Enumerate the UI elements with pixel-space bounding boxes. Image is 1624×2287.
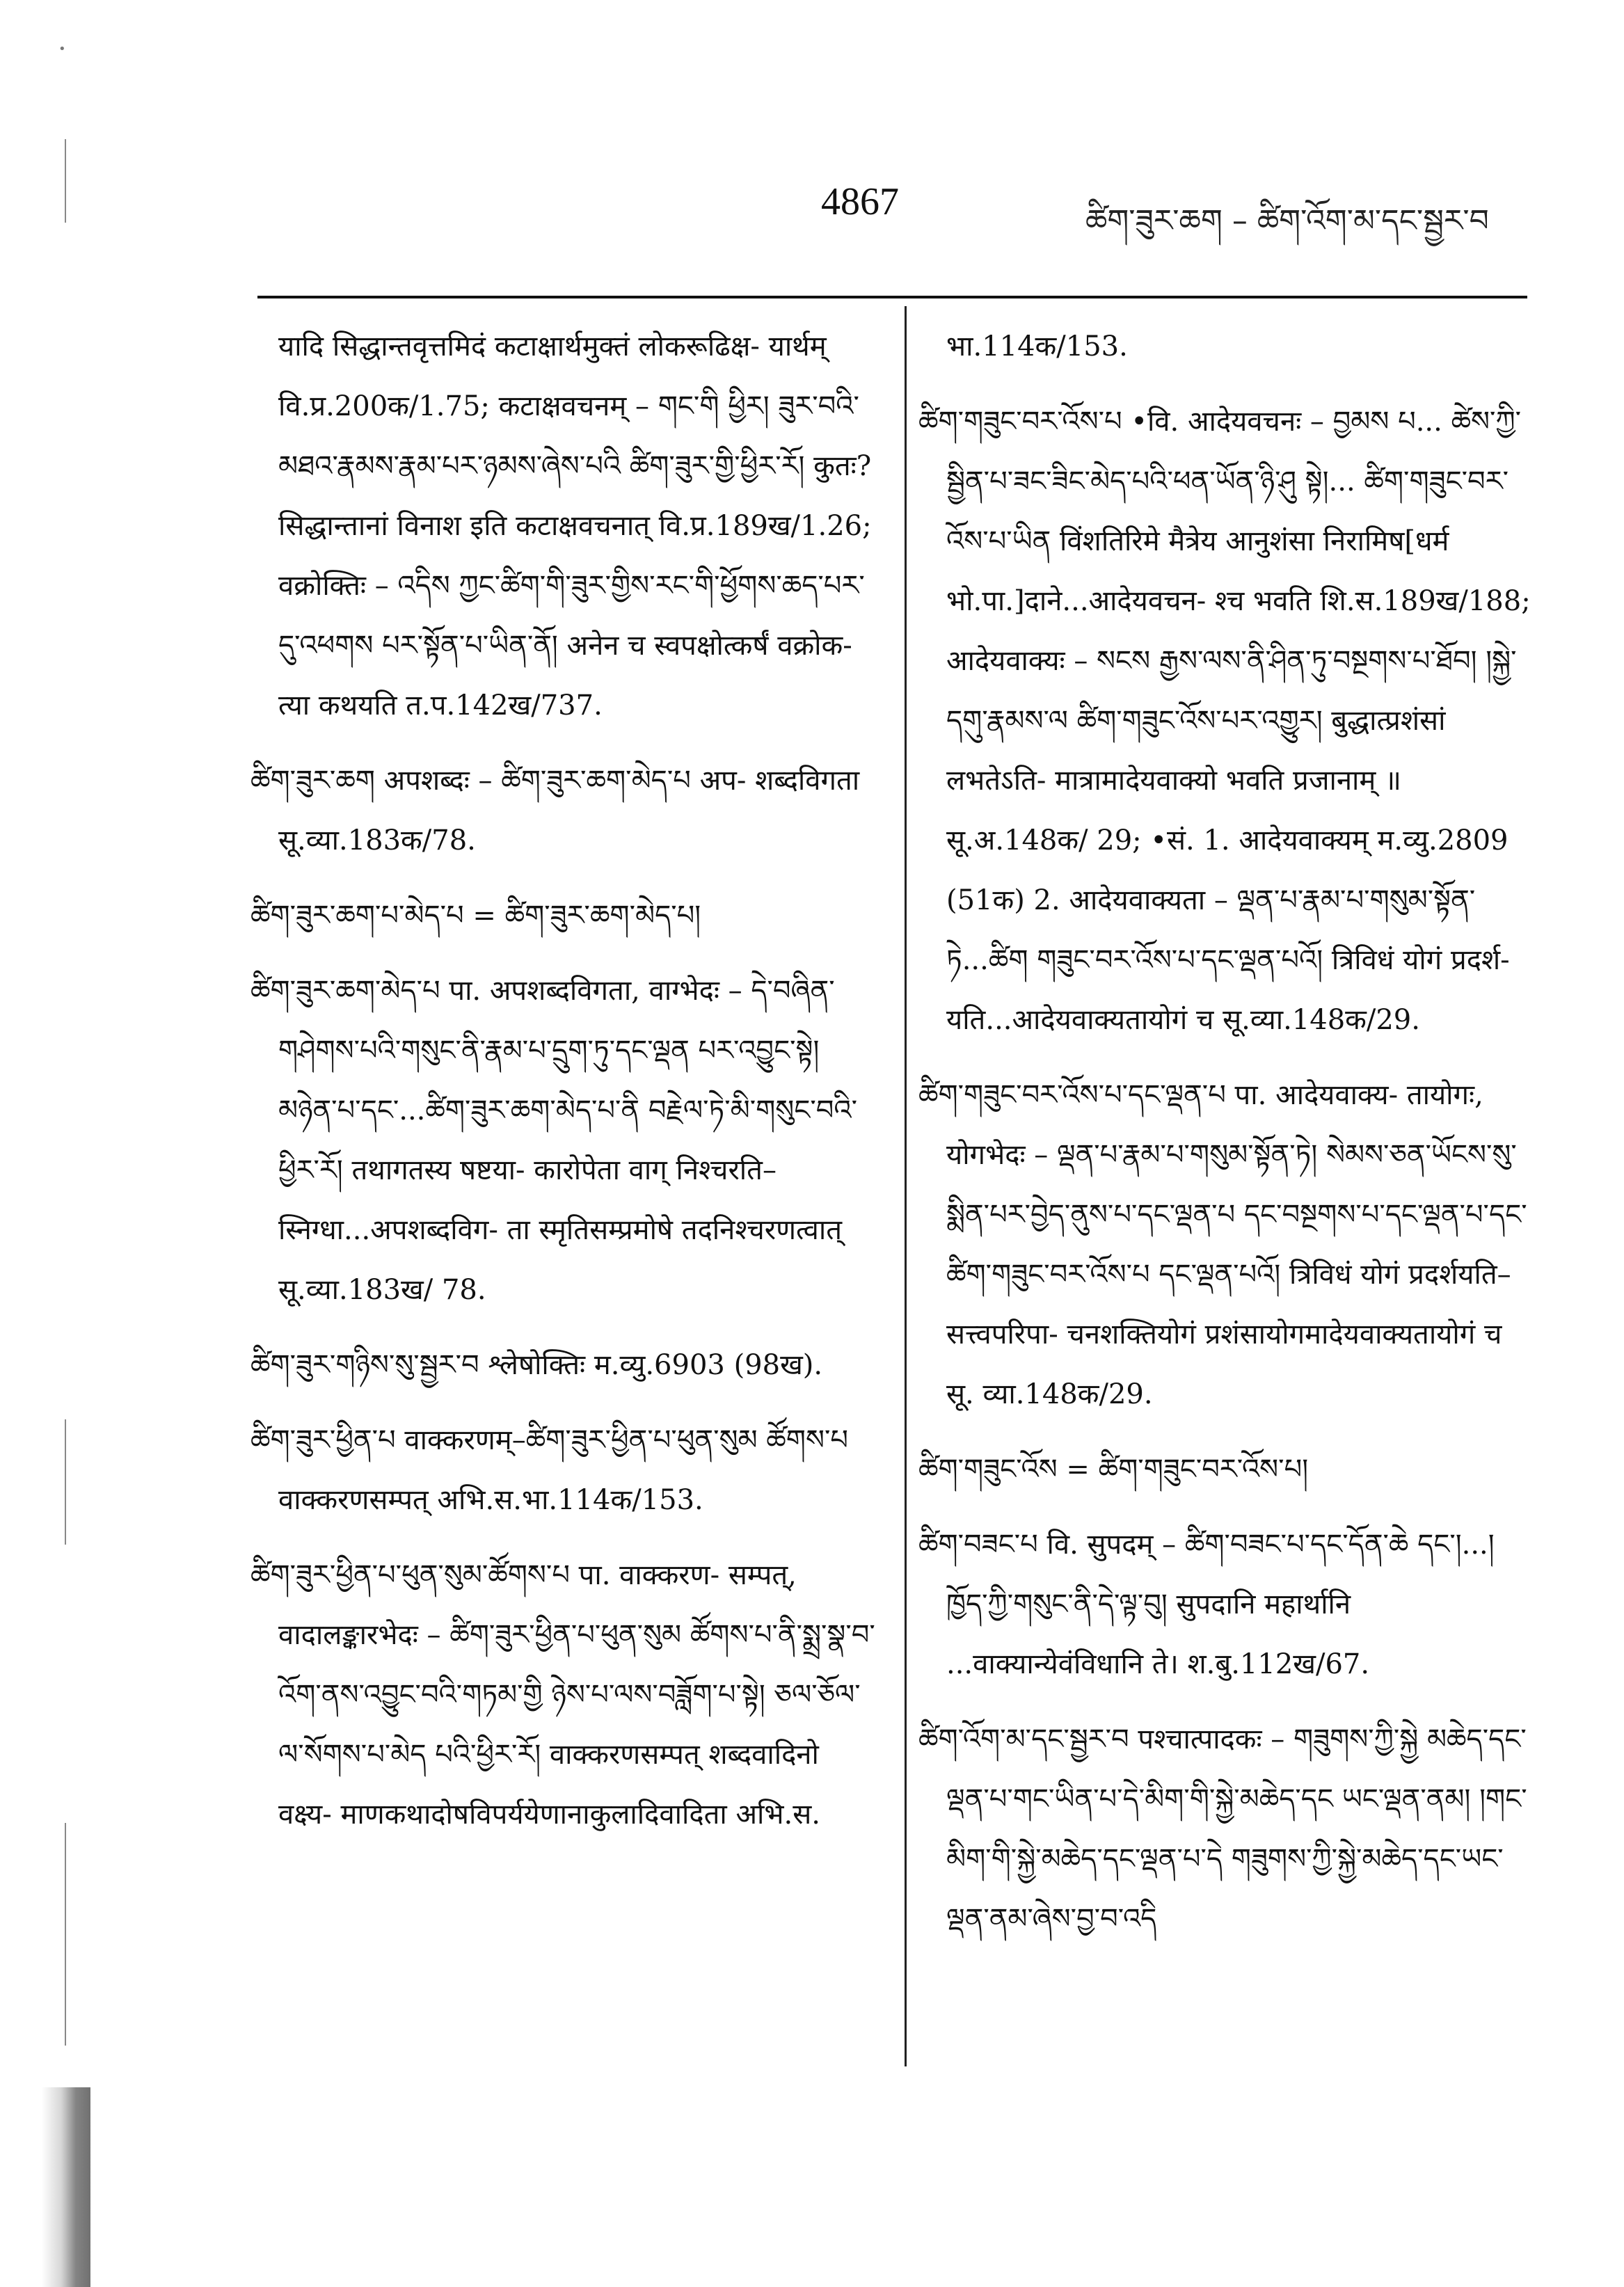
left-column [250, 317, 877, 1860]
dictionary-entry: ཚིག་བཟང་པ वि. सुपदम् – ཚིག་བཟང་པ་དང་དོན་ཆེ དང་།...།ཁྱོད་ཀྱི་གསུང་ནི་དེ་ལྟ་བུ། सुपदानि महार्थानि ...वाक्यान्येवंविधानि ते। श.बु.112ख/67. [918, 1529, 1495, 1680]
page-number: 4867 [821, 180, 899, 223]
dictionary-entry: भा.114क/153. [946, 330, 1128, 362]
dictionary-entry: ཚིག་གཟུང་འོས = ཚིག་གཟུང་བར་འོས་པ། [918, 1453, 1309, 1485]
dictionary-entry: ཚིག་ཟུར་ཕྱིན་པ वाक्करणम्–ཚིག་ཟུར་ཕྱིན་པ་ཕུན་སུམ ཚོགས་པ वाक्करणसम्पत् अभि.स.भा.114क/153. [250, 1424, 848, 1516]
scan-edge-shadow [42, 2087, 90, 2287]
dictionary-entry: ཚིག་གཟུང་བར་འོས་པ་དང་ལྡན་པ पा. आदेयवाक्य- तायोगः, योगभेदः – ལྡན་པ་རྣམ་པ་གསུམ་སྟོན་ཏེ། སེམས་ཅན་ཡོངས་སུ་སྨིན་པར་བྱེད་ནུས་པ་དང་ལྡན་པ དང་བསྔགས་པ་དང་ལྡན་པ་དང་ཚིག་གཟུང་བར་འོས་པ དང་ལྡན་པའོ། त्रिविधं योगं प्रदर्शयति–सत्त्वपरिपा- चनशक्तियोगं प्रशंसायोगमादेयवाक्यतायोगं च सू. व्या.148क/29. [918, 1079, 1527, 1410]
dictionary-entry: ཚིག་ཟུར་ཆག་པ་མེད་པ = ཚིག་ཟུར་ཆག་མེད་པ། [250, 900, 701, 932]
dictionary-entry: ཚིག་ཟུར་ཆག अपशब्दः – ཚིག་ཟུར་ཆག་མེད་པ अप- शब्दविगता सू.व्या.183क/78. [250, 765, 860, 856]
column-divider [905, 306, 907, 2066]
scan-dot: • [58, 42, 66, 56]
dictionary-entry: ཚིག་ཟུར་ཆག་མེད་པ पा. अपशब्दविगता, वाग्भेदः – དེ་བཞིན་གཤེགས་པའི་གསུང་ནི་རྣམ་པ་དྲུག་ཏུ་དང་ལྡན པར་འབྱུང་སྟེ། མཉེན་པ་དང་...ཚིག་ཟུར་ཆག་མེད་པ་ནི བརྗེལ་ཏེ་མི་གསུང་བའི་ཕྱིར་རོ། तथागतस्य षष्टया- कारोपेता वाग् निश्चरति–स्निग्धा...अपशब्दविग- ता स्मृतिसम्प्रमोषे तदनिश्चरणत्वात् सू.व्या.183ख/ 78. [250, 975, 857, 1306]
dictionary-entry: ཚིག་གཟུང་བར་འོས་པ •वि. आदेयवचनः – བྱམས པ... ཚེས་ཀྱི་སྦྱིན་པ་ཟང་ཟིང་མེད་པའི་ཕན་ཡོན་ཉི་ཤུ སྟེ།... ཚིག་གཟུང་བར་འོས་པ་ཡིན विंशतिरिमे मैत्रेय आनुशंसा निरामिष[धर्म भो.पा.]दाने...आदेयवचन- श्च भवति शि.स.189ख/188; आदेयवाक्यः – སངས རྒྱས་ལས་ནི་ཤིན་ཏུ་བསྔགས་པ་ཐོབ། །སྐྱེ་དགུ་རྣམས་ལ ཚིག་གཟུང་འོས་པར་འགྱུར། बुद्धात्प्रशंसां लभतेऽति- मात्रामादेयवाक्यो भवति प्रजानाम् ॥ सू.अ.148क/ 29; •सं. 1. आदेयवाक्यम् म.व्यु.2809 (51क) 2. आदेयवाक्यता – ལྡན་པ་རྣམ་པ་གསུམ་སྟོན་ཏེ...ཚིག གཟུང་བར་འོས་པ་དང་ལྡན་པའོ། त्रिविधं योगं प्रदर्श- यति...आदेयवाक्यतायोगं च सू.व्या.148क/29. [918, 406, 1531, 1036]
dictionary-entry: ཚིག་ཟུར་ཕྱིན་པ་ཕུན་སུམ་ཚོགས་པ पा. वाक्करण- सम्पत्, वादालङ्कारभेदः – ཚིག་ཟུར་ཕྱིན་པ་ཕུན་སུམ ཚོགས་པ་ནི་སྨྲ་སྣ་བ་འོག་ནས་འབྱུང་བའི་གཏམ་གྱི ཉེས་པ་ལས་བཟློག་པ་སྟེ། ཅལ་ཅོལ་ལ་སོགས་པ་མེད པའི་ཕྱིར་རོ། वाक्करणसम्पत् शब्दवादिनो वक्ष्य- माणकथादोषविपर्ययेणानाकुलादिवादिता अभि.स. [250, 1559, 875, 1831]
dictionary-entry: ཚིག་འོག་མ་དང་སྦྱར་བ पश्चात्पादकः – གཟུགས་ཀྱི་སྐྱེ མཆེད་དང་ལྡན་པ་གང་ཡིན་པ་དེ་མིག་གི་སྐྱེ་མཆེད་དང ཡང་ལྡན་ནམ། །གང་མིག་གི་སྐྱེ་མཆེད་དང་ལྡན་པ་དེ གཟུགས་ཀྱི་སྐྱེ་མཆེད་དང་ཡང་ལྡན་ནམ་ཞེས་བྱ་བ་འདི [918, 1723, 1527, 1935]
margin-scan-line [65, 1823, 66, 2046]
header-rule [257, 296, 1527, 298]
dictionary-entry: ཚིག་ཟུར་གཉིས་སུ་སྦྱར་བ श्लेषोक्तिः म.व्यु.6903 (98ख). [250, 1349, 823, 1381]
margin-scan-line [65, 1419, 66, 1545]
running-head: ཚིག་ཟུར་ཆག – ཚིག་འོག་མ་དང་སྦྱར་བ [1085, 203, 1489, 239]
margin-scan-line [65, 139, 66, 223]
dictionary-entry: यादि सिद्धान्तवृत्तमिदं कटाक्षार्थमुक्तं लोकरूढिक्ष- यार्थम् वि.प्र.200क/1.75; कटाक्षवचनम् – གང་གི ཕྱིར། ཟུར་བའི་མཐའ་རྣམས་རྣམ་པར་ཉམས་ཞེས་པའི ཚིག་ཟུར་གྱི་ཕྱིར་རོ། कुतः? सिद्धान्तानां विनाश इति कटाक्षवचनात् वि.प्र.189ख/1.26; वक्रोक्तिः – འདིས ཀྱང་ཚིག་གི་ཟུར་གྱིས་རང་གི་ཕྱོགས་ཆད་པར་དུ་འཕགས པར་སྟོན་པ་ཡིན་ནོ། अनेन च स्वपक्षोत्कर्षं वक्रोक- त्या कथयति त.प.142ख/737. [278, 330, 872, 722]
right-column [918, 317, 1531, 1964]
